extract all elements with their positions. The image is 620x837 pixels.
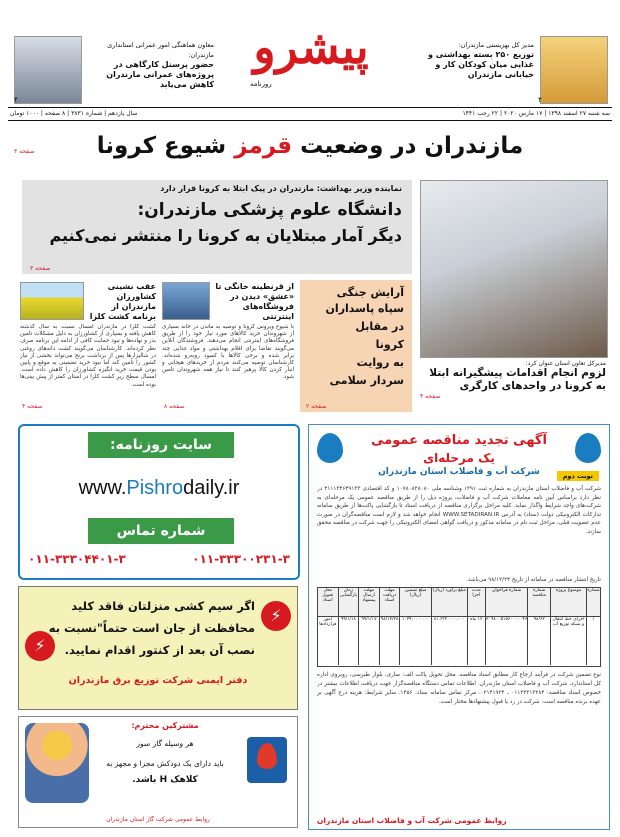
tender-table [317,587,601,667]
tender-td: اجرای خط انتقال و شبکه توزیع آب [550,617,586,665]
mid-story-body: با شیوع ویروس کرونا و توصیه به ماندن در خانه بسیاری از شهروندان خرید کالاهای مورد نیاز خود را از طریق فروشگاه‌های اینترنتی انجام می‌دهند. فروشندگان آنلاین می‌گویند تقاضا برای اقلام بهداشتی و مواد غذایی چند برابر شده و برخی کالاها با کمبود روبه‌رو شده‌اند. کارشناسان توصیه می‌کنند مردم از خریدهای هیجانی و انبار کردن کالا پرهیز کنند تا نیاز همه شهروندان تامین شود. [162,324,294,381]
main-photo-headline: لزوم انجام اقدامات پیشگیرانه ابتلا به کرونا در واحدهای کارگری [429,367,606,392]
tender-dates: تاریخ انتشار مناقصه در سامانه از تاریخ ۹۸/۱۲/۲۴ می‌باشد. [466,577,601,583]
electric-logo-icon-2: ⚡ [25,631,55,661]
site-label-button [88,432,234,458]
date-line: سه شنبه ۲۷ اسفند ۱۳۹۸ | ۱۷ مارس ۲۰۲۰ | ۲۲ رجب ۱۴۴۱ [462,110,610,117]
left-story-body: کشت کلزا در مازندران امسال نسبت به سال گذشته کاهش یافته و بسیاری از کشاورزان به دلیل مشکلات تامین بذر و نهاده‌ها و نبود حمایت کافی از ادامه این برنامه صرف نظر کرده‌اند. کارشناسان می‌گویند کشت دانه‌های روغنی در شالیزارها پس از برداشت برنج می‌تواند بخشی از نیاز کشور را تامین کند اما نبود خرید تضمینی به موقع و پایین بودن قیمت خرید انگیزه کشاورزان را کاهش داده است. امسال سطح زیر کشت کلزا در استان کمتر از پیش بینی‌ها بوده است. [20,324,156,388]
banner-line2: دیگر آمار مبتلایان به کرونا را منتشر نمی‌کنیم [49,226,402,245]
salami-line6: سردار سلامی [329,374,404,387]
salami-line2: سپاه پاسداران [325,302,404,315]
electric-line2: محافظت از جان است حتماً"نسبت به [48,621,255,635]
tender-table-header [318,588,600,617]
tender-td: ۸۱.۶۳۲.۰۰۰.۰۰۰ [431,617,467,665]
issue-line: سال یازدهم | شماره ۳۸۳۱ | ۸ صفحه | ۱۰۰۰ تومان [10,110,138,117]
right-portrait-page: ۴ [538,96,542,104]
site-url-part3: daily.ir [183,477,240,499]
gas-ad[interactable] [18,716,298,828]
banner-page-ref: صفحه ۳ [30,265,51,272]
logo-sub: روزنامه [250,80,272,88]
tender-ad[interactable] [308,424,610,830]
electric-line3: نصب آن بعد از کنتور اقدام نمایید. [64,643,255,657]
main-headline-part1: مازندران در وضعیت [300,133,524,159]
tender-footer: روابط عمومی شرکت آب و فاضلاب استان مازندران [317,816,507,825]
tender-td: ۱۰۴۴.۰۰۰.۰۰۰ [399,617,430,665]
gas-line1: هر وسیله گاز سوز [136,739,194,748]
gas-logo-icon [247,737,287,783]
worker-illustration-icon [25,723,89,803]
gas-flame-icon [257,743,277,769]
tender-company: شرکت آب و فاضلاب استان مازندران [378,467,540,477]
mid-story-photo [162,282,210,320]
tender-subtitle: یک مرحله‌ای [423,451,495,465]
site-label: سایت روزنامه: [109,437,213,453]
main-headline[interactable] [40,132,580,160]
main-photo-page-ref: صفحه ۴ [420,393,441,400]
left-portrait-page: ۴ [14,96,18,104]
tender-th: زمان بازگشایی [338,588,359,616]
phone-2[interactable]: ۰۱۱-۳۳۳۰۴۴۰۱-۳ [28,552,126,566]
tender-td: ۹۸/۶۲ [527,617,550,665]
electric-logo-icon: ⚡ [261,601,291,631]
tender-th: مدت اجرا [467,588,485,616]
tender-td: ۲۰۹۸۰۰۵۱۵۶۰۰۰۰۰۴۶ [485,617,527,665]
left-story[interactable] [20,280,156,410]
tender-th: موضوع پروژه [550,588,586,616]
tender-th: مهلت ارسال پیشنهاد [358,588,379,616]
phone-label-button [88,518,234,544]
right-teaser-headline: توزیع ۲۵۰ بسته بهداشتی و غذایی میان کودکان کار و خیابانی مازندران [427,50,534,79]
site-url-part1: www. [78,477,127,499]
electric-ad[interactable] [18,586,298,710]
tender-notes: نوع تضمین شرکت در فرآیند ارجاع کار مطابق اسناد مناقصه. محل تحویل پاکت الف: ساری، بلوار طبرسی، روبروی اداره کل استاندارد، شرکت آب و فاضلاب استان مازندران. اطلاعات تماس دستگاه مناقصه‌گزار جهت دریافت اطلاعات بیشتر در خصوص اسناد مناقصه: ۰۱۱۳۳۳۱۳۲۸۴ ـ ۰۲۱۴۱۹۳۴. مرکز تماس سامانه ستاد: ۱۴۵۶. سایر شرایط: هزینه درج آگهی بر عهده برنده مناقصه است. شرکت در رد یا قبول پیشنهادها مختار است. [317,672,601,705]
tender-td: ۹۸/۱۲/۲۸ [379,617,400,665]
gas-line2: باید دارای یک دودکش مجزا و مجهز به [106,759,224,768]
phone-label: شماره تماس [116,523,206,539]
left-teaser-headline: حضور پرسنل کارگاهی در پروژه‌های عمرانی مازندران کاهش می‌یابد [106,60,214,89]
tender-th: شماره [586,588,600,616]
salami-line3: در مقابل [355,320,404,333]
left-portrait-photo [14,36,82,104]
masthead-rule-top [8,107,612,108]
tender-th: مبلغ تضمین (ریال) [399,588,430,616]
electric-line1: اگر سیم کشی منزلتان فاقد کلید [71,599,255,613]
logo-text: پیشرو [253,20,369,74]
tender-intro: شرکت آب و فاضلاب استان مازندران به شماره ثبت ۱۳۹۱ وشناسه ملی ۱۰۷۸۰۸۲۸۰۸۰ و کد اقتصادی ۴۱۱۱۳۴۶۴۹۱۳۳ در نظر دارد براساس آیین نامه معاملات شرکت آب و فاضلاب، پروژه ذیل را از طریق مناقصه عمومی یک مرحله‌ای به شرکت‌های واجد شرایط واگذار نماید. کلیه مراحل برگزاری مناقصه از دریافت اسناد تا بازگشایی پاکت‌ها از طریق سامانه تدارکات الکترونیکی دولت (ستاد) به آدرس WWW.SETADIRAN.IR انجام خواهد شد و لازم است مناقصه‌گران در صورت عدم عضویت قبلی، مراحل ثبت نام در سامانه مذکور و دریافت گواهی امضای الکترونیکی را جهت شرکت در مناقصه محقق سازند. [317,486,601,535]
mid-story-title: از قرنطینه خانگی تا «عشق» دیدن در فروشگاه‌های اینترنتی [215,282,294,321]
right-teaser[interactable] [410,40,534,80]
banner[interactable] [22,180,412,274]
mid-story-page-ref: صفحه ۸ [164,403,185,410]
main-photo [420,180,608,358]
masthead-rule-bottom [8,120,612,121]
main-photo-lead: مدیرکل تعاون استان عنوان کرد: [525,360,606,367]
right-teaser-lead: مدیر کل بهزیستی مازندران: [458,41,534,49]
tender-th: شماره فراخوان [485,588,527,616]
contact-box[interactable] [18,424,300,580]
salami-line5: به روایت [356,356,404,369]
gas-title: مشترکین محترم: [131,721,199,730]
tender-th: مبلغ برآورد (ریال) [431,588,467,616]
banner-lead: نماینده وزیر بهداشت: مازندران در پیک ابتلا به کرونا قرار دارد [160,184,402,193]
gas-footer: روابط عمومی شرکت گاز استان مازندران [106,816,210,823]
tender-th: محل تحویل اسناد [322,588,334,603]
site-url[interactable] [20,476,298,500]
tender-td: ۹۹/۱/۱۸ [338,617,359,665]
main-headline-part2: قرمز [234,133,293,159]
left-teaser-lead: معاون هماهنگی امور عمرانی استانداری مازندران: [107,41,214,59]
tender-title: آگهی تجدید مناقصه عمومی [371,433,547,448]
phone-1[interactable]: ۰۱۱-۳۳۳۰۰۲۳۱-۳ [192,552,290,566]
site-url-part2: Pishro [126,477,184,499]
left-story-title: عقب نشینی کشاورزان مازندران از برنامه کشت کلزا [89,282,156,321]
tender-td: امور قراردادها [319,617,337,627]
salami-story[interactable] [300,280,412,412]
tender-td: ۱۲ ماه [467,617,485,665]
tender-table-row [318,617,600,665]
tender-td: ۱ [586,617,600,665]
electric-footer: دفتر ایمنی شرکت توزیع برق مازندران [68,675,248,686]
mid-story[interactable] [162,280,294,410]
main-headline-page-ref: صفحه ۳ [14,148,35,155]
tender-th: مهلت دریافت اسناد [379,588,400,616]
main-photo-caption[interactable] [420,360,606,410]
salami-page-ref: صفحه ۲ [306,403,327,410]
logo[interactable] [246,2,376,102]
left-story-page-ref: صفحه ۴ [22,403,43,410]
salami-line1: آرایش جنگی [336,286,404,299]
gas-line3: کلاهک H باشد. [132,775,198,785]
tender-td: ۹۹/۱/۱۷ [358,617,379,665]
tender-badge: نوبت دوم [557,471,599,481]
left-teaser[interactable] [86,40,214,90]
tender-th: شماره مناقصه [527,588,550,616]
right-portrait-photo [540,36,608,104]
salami-line4: کرونا [375,338,404,351]
main-headline-part3: شیوع کرونا [96,133,227,159]
left-story-photo [20,282,84,320]
banner-line1: دانشگاه علوم پزشکی مازندران: [137,200,402,220]
